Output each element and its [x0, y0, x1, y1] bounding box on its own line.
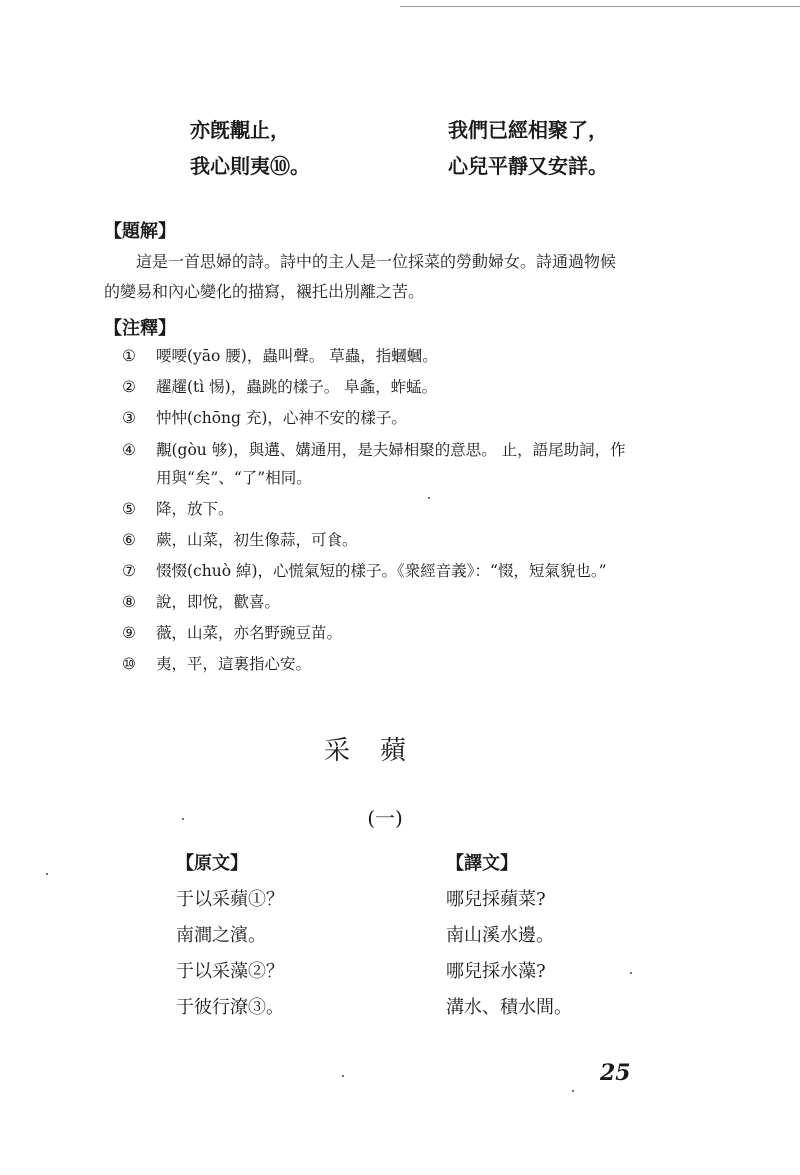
verse-line: 亦旣覯止，	[190, 118, 290, 142]
note-number: ⑨	[122, 624, 136, 642]
scan-speck	[182, 818, 184, 820]
note-item	[122, 436, 682, 492]
note-number: ⑧	[122, 593, 136, 611]
note-item	[122, 557, 682, 585]
note-number: ⑦	[122, 562, 136, 580]
page-number: 25	[600, 1060, 631, 1086]
note-text-continued: 用與“矣”、“了”相同。	[156, 469, 312, 487]
poem-line: 于彼行潦③。	[176, 997, 284, 1018]
explanation-line: 的變易和內心變化的描寫，襯托出別離之苦。	[104, 282, 425, 301]
scan-speck	[572, 1090, 574, 1092]
verse-line: 我心則夷⑩。	[190, 154, 310, 178]
note-text: 趯趯(tì 惕)，蟲跳的樣子。 阜螽，蚱蜢。	[156, 378, 438, 396]
scan-speck	[428, 497, 430, 499]
note-item	[122, 588, 682, 616]
note-item	[122, 650, 682, 678]
poem-line: 南山溪水邊。	[446, 925, 554, 946]
poem-title: 采蘋	[323, 736, 436, 766]
note-text: 忡忡(chōng 充)，心神不安的樣子。	[156, 409, 407, 427]
note-number: ①	[122, 347, 136, 365]
note-text: 夷，平，這裏指心安。	[156, 655, 312, 673]
section-number: (一)	[367, 806, 403, 830]
notes-heading: 【注釋】	[104, 318, 176, 339]
note-number: ⑤	[122, 500, 136, 518]
note-item	[122, 404, 682, 432]
note-number: ④	[122, 441, 136, 459]
note-number: ⑥	[122, 531, 136, 549]
note-item	[122, 619, 682, 647]
scan-speck	[46, 873, 48, 875]
note-text: 說，即悅，歡喜。	[156, 593, 281, 611]
original-heading: 【原文】	[176, 853, 248, 874]
poem-line: 溝水、積水間。	[446, 997, 572, 1018]
note-text: 覯(gòu 够)，與遘、媾通用，是夫婦相聚的意思。 止，語尾助詞，作	[156, 441, 626, 459]
scan-speck	[630, 972, 632, 974]
poem-line: 于以采蘋①？	[176, 889, 284, 910]
poem-line: 哪兒採水藻?	[446, 961, 546, 982]
note-number: ②	[122, 378, 136, 396]
verse-line: 心兒平靜又安詳。	[448, 154, 608, 178]
poem-line: 于以采藻②？	[176, 961, 284, 982]
explanation-text	[104, 247, 674, 307]
note-item	[122, 495, 682, 523]
note-item	[122, 526, 682, 554]
translation-column	[446, 846, 572, 1026]
note-text: 喓喓(yāo 腰)，蟲叫聲。 草蟲，指蟈蟈。	[156, 347, 438, 365]
note-text: 惙惙(chuò 綽)，心慌氣短的樣子。《衆經音義》：“惙，短氣貌也。”	[156, 562, 607, 580]
verse-line: 我們已經相聚了，	[448, 118, 608, 142]
top-verse-original	[190, 112, 310, 184]
poem-line: 南澗之濱。	[176, 925, 266, 946]
translation-heading: 【譯文】	[446, 853, 518, 874]
scan-speck	[342, 1075, 344, 1077]
explanation-line: 這是一首思婦的詩。詩中的主人是一位採菜的勞動婦女。詩通過物候	[136, 252, 617, 271]
note-text: 蕨，山菜，初生像蒜，可食。	[156, 531, 358, 549]
original-column	[176, 846, 284, 1026]
note-text: 降，放下。	[156, 500, 234, 518]
note-text: 薇，山菜，亦名野豌豆苗。	[156, 624, 343, 642]
note-item	[122, 342, 682, 370]
top-rule	[400, 6, 800, 7]
top-verse-translation	[448, 112, 608, 184]
note-item	[122, 373, 682, 401]
note-number: ③	[122, 409, 136, 427]
note-number: ⑩	[122, 655, 136, 673]
poem-line: 哪兒採蘋菜?	[446, 889, 546, 910]
explanation-heading: 【題解】	[104, 221, 176, 242]
